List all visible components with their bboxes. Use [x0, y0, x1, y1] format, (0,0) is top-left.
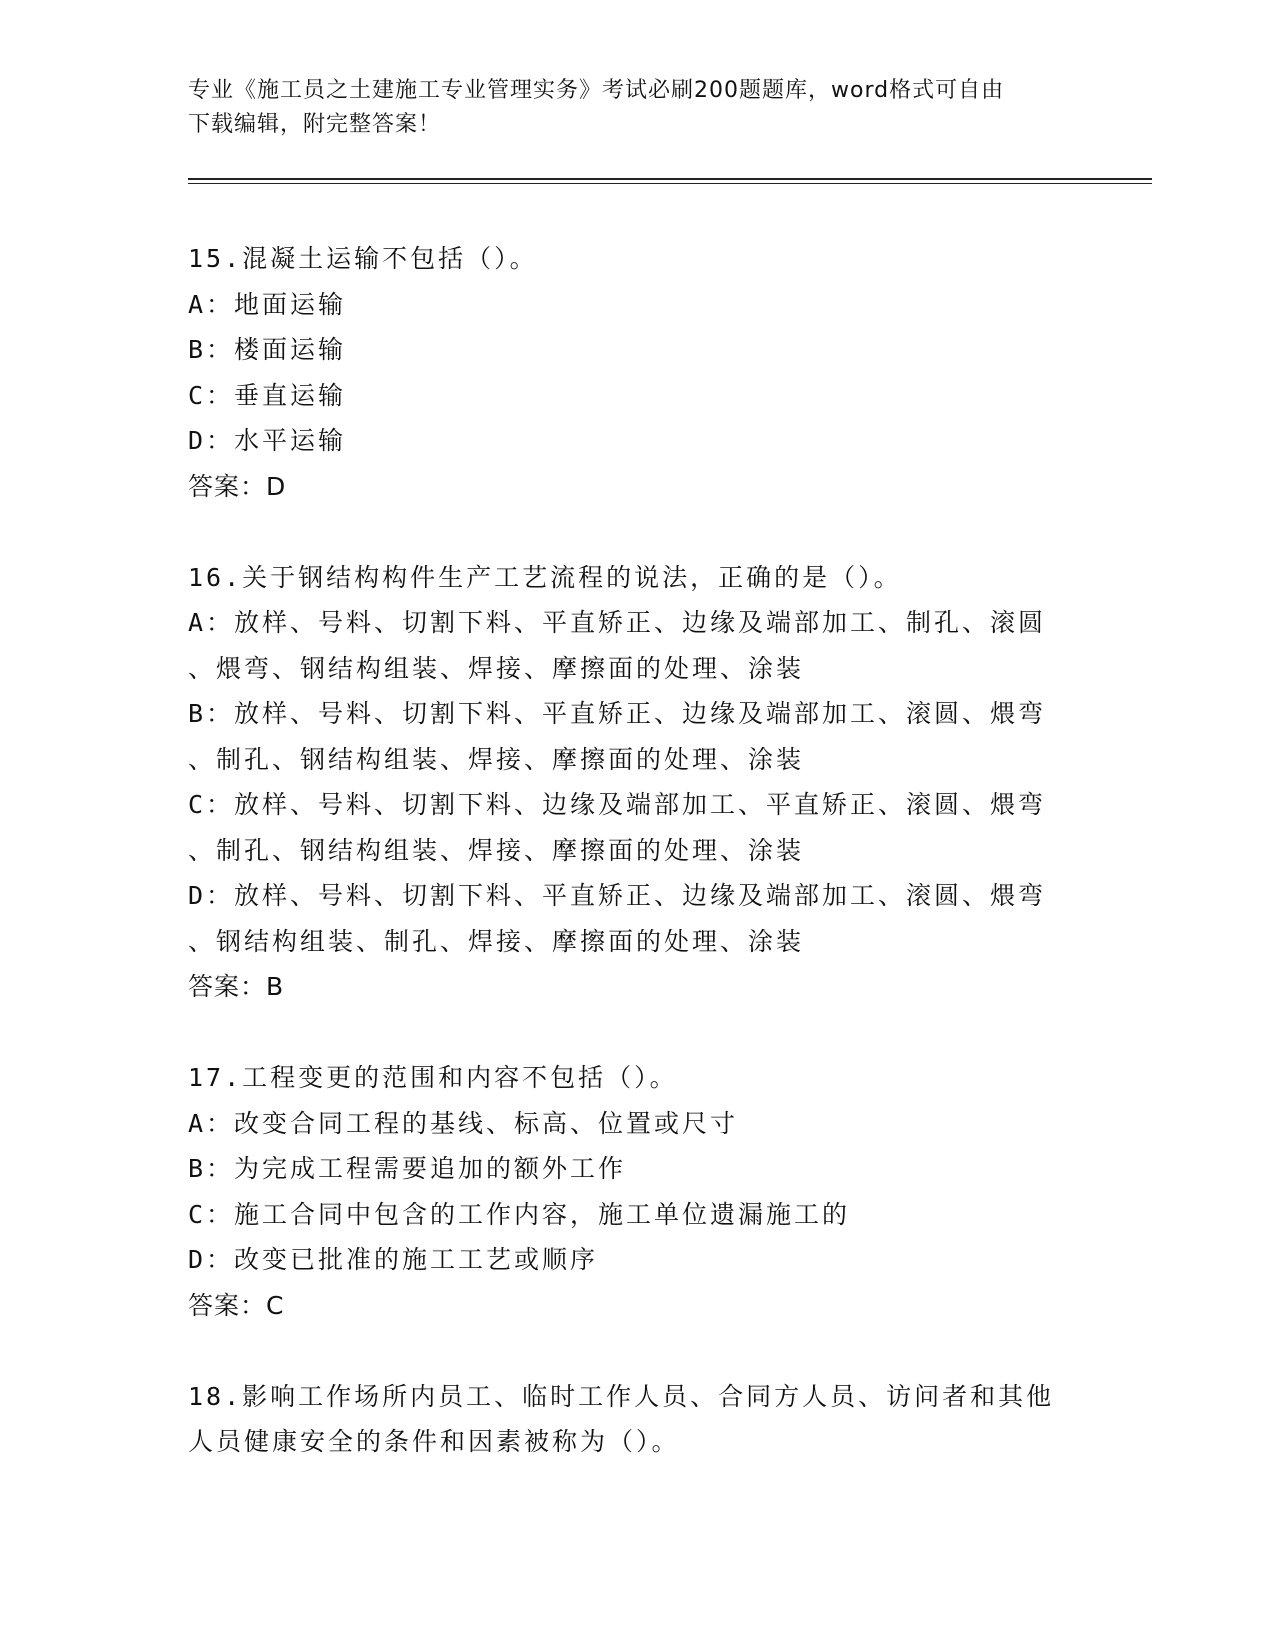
answer-option: D：改变已批准的施工工艺或顺序	[188, 1245, 599, 1274]
question-stem: 17.工程变更的范围和内容不包括（）。	[188, 1063, 678, 1092]
document-header	[188, 74, 1088, 142]
answer-option: D：水平运输	[188, 426, 347, 455]
answer-option: C：垂直运输	[188, 380, 347, 410]
answer-option: A：放样、号料、切割下料、平直矫正、边缘及端部加工、制孔、滚圆	[188, 608, 1047, 637]
question-stem: 16.关于钢结构构件生产工艺流程的说法，正确的是（）。	[188, 562, 902, 592]
answer-key: 答案：D	[188, 471, 287, 501]
question-spacer	[188, 1010, 1088, 1056]
header-divider-thick	[188, 178, 1152, 180]
question-block	[188, 555, 1088, 1010]
header-line-1: 专业《施工员之土建施工专业管理实务》考试必刷200题题库，word格式可自由	[188, 78, 1005, 103]
answer-option: C：放样、号料、切割下料、边缘及端部加工、平直矫正、滚圆、煨弯	[188, 790, 1047, 819]
answer-option: A：改变合同工程的基线、标高、位置或尺寸	[188, 1108, 739, 1138]
answer-option: 、制孔、钢结构组装、焊接、摩擦面的处理、涂装	[188, 835, 805, 865]
header-line-2: 下载编辑，附完整答案！	[188, 112, 442, 137]
answer-option: A：地面运输	[188, 289, 347, 319]
answer-option: B：楼面运输	[188, 335, 347, 364]
question-stem: 15.混凝土运输不包括（）。	[188, 244, 538, 273]
answer-key: 答案：C	[188, 1290, 285, 1320]
answer-option: 、钢结构组装、制孔、焊接、摩擦面的处理、涂装	[188, 926, 805, 956]
answer-option: B：放样、号料、切割下料、平直矫正、边缘及端部加工、滚圆、煨弯	[188, 699, 1047, 728]
answer-key: 答案：B	[188, 972, 285, 1001]
question-list	[188, 236, 1088, 1465]
header-divider-thin	[188, 183, 1152, 184]
question-block	[188, 236, 1088, 509]
answer-option: 、煨弯、钢结构组装、焊接、摩擦面的处理、涂装	[188, 653, 805, 683]
question-block	[188, 1374, 1088, 1465]
answer-option: B：为完成工程需要追加的额外工作	[188, 1154, 627, 1183]
question-stem: 18.影响工作场所内员工、临时工作人员、合同方人员、访问者和其他	[188, 1381, 1055, 1411]
question-spacer	[188, 509, 1088, 555]
question-block	[188, 1055, 1088, 1328]
answer-option: 、制孔、钢结构组装、焊接、摩擦面的处理、涂装	[188, 744, 805, 774]
question-stem: 人员健康安全的条件和因素被称为（）。	[188, 1427, 680, 1456]
question-spacer	[188, 1328, 1088, 1374]
answer-option: D：放样、号料、切割下料、平直矫正、边缘及端部加工、滚圆、煨弯	[188, 881, 1047, 910]
answer-option: C：施工合同中包含的工作内容，施工单位遗漏施工的	[188, 1199, 851, 1229]
